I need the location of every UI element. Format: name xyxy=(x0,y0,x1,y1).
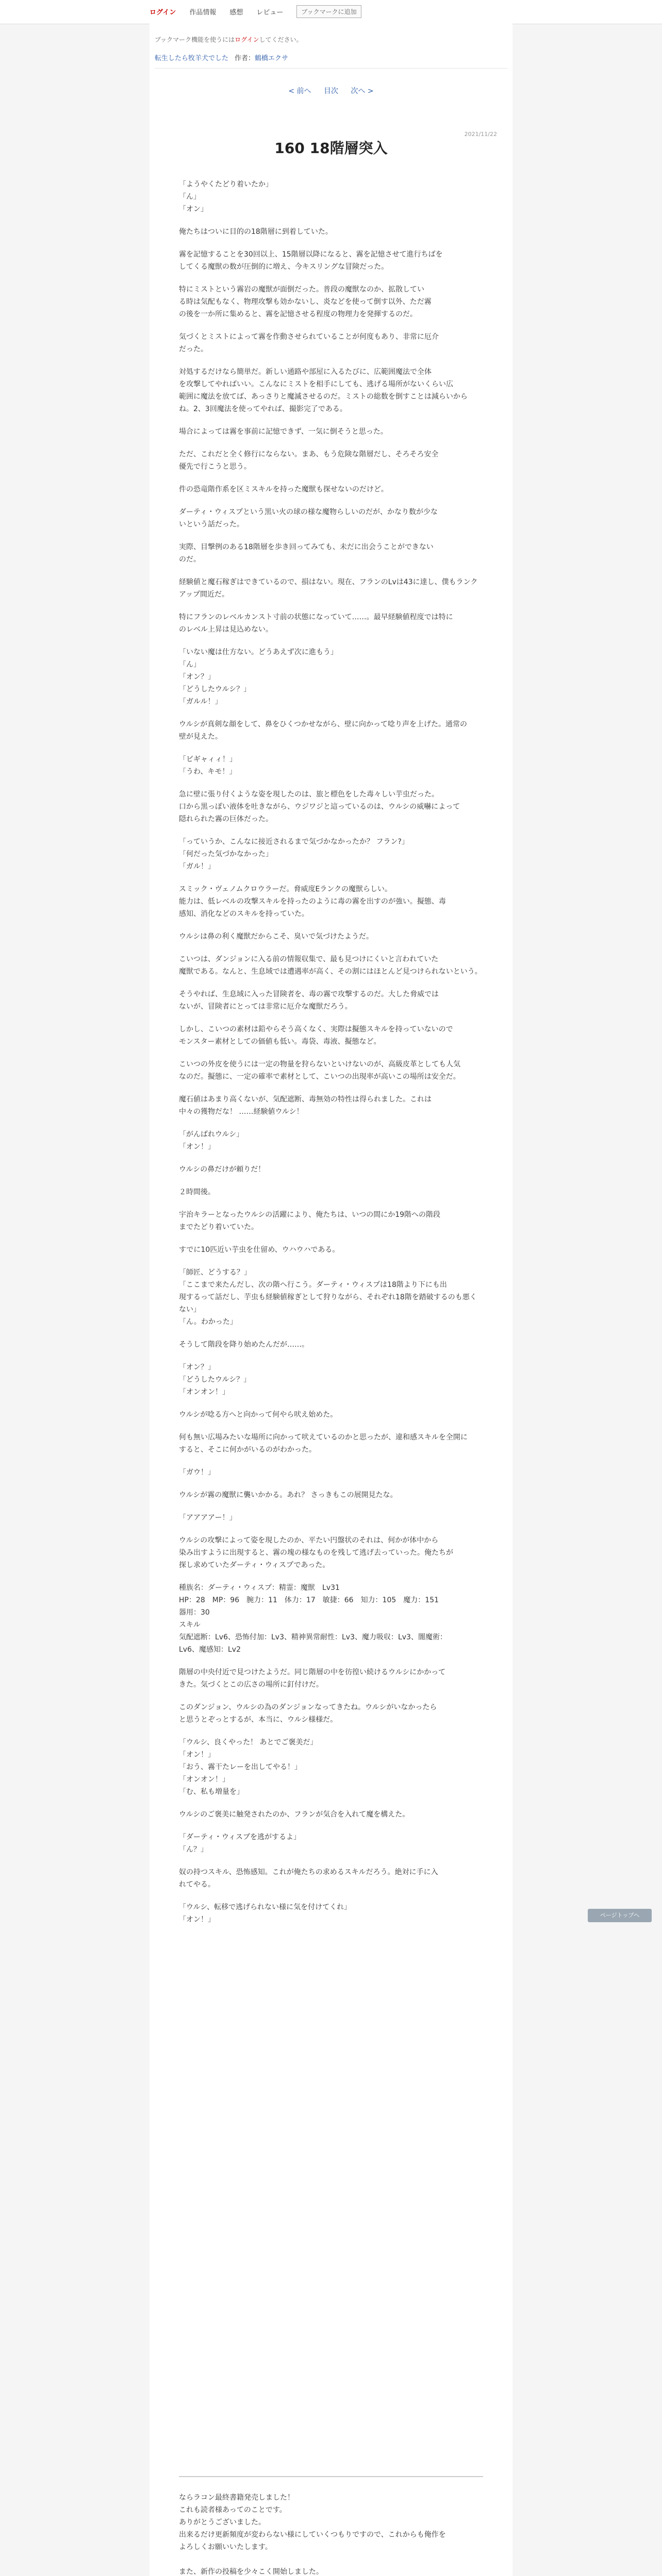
body-paragraph: 実際、目撃例のある18階層を歩き回ってみても、未だに出会うことができない のだ。 xyxy=(179,543,434,564)
body-paragraph: ただ、これだと全く修行にならない。まあ、もう危険な階層だし、そろそろ安全 優先で行こうと思う。 xyxy=(179,450,439,471)
body-paragraph: 「ビギャィィ！」 「うわ、キモ！」 xyxy=(179,755,237,776)
add-bookmark-button[interactable]: ブックマークに追加 xyxy=(296,5,361,18)
body-paragraph: 「オン？」 「どうしたウルシ？」 「オンオン！」 xyxy=(179,1363,251,1396)
header-nav xyxy=(150,5,361,18)
body-paragraph: ウルシの攻撃によって姿を現したのか、平たい円盤状のそれは、何かが体中から 染み出すように出現すると、霧の塊の様なものを残して逃げ去っていった。俺たちが 探し求めていたダーティ・ウィスプであった。 xyxy=(179,1536,453,1569)
divider xyxy=(155,68,507,69)
body-paragraph: ウルシが唸る方へと向かって何やら吠え始めた。 xyxy=(179,1411,338,1419)
body-paragraph: ウルシのご褒美に触発されたのか、フランが気合を入れて魔を構えた。 xyxy=(179,1810,410,1819)
series-info xyxy=(155,53,288,62)
body-paragraph: 経験値と魔石稼ぎはできているので、損はない。現在、フランのLvは43に達し、僕もランク アップ間近だ。 xyxy=(179,578,478,599)
body-paragraph: 魔石値はあまり高くないが、気配遮断、毒無効の特性は得られました。これは 中々の獲物だな！ ……経験値ウルシ！ xyxy=(179,1095,432,1116)
work-info-link[interactable]: 作品情報 xyxy=(189,9,217,16)
body-paragraph: スミック・ヴェノムクロウラーだ。脅威度Eランクの魔獣らしい。 能力は、低レベルの攻撃スキルを持ったのように毒の霧を出すのが強い。擬態、毒 感知、消化などのスキルを持っていた。 xyxy=(179,885,446,918)
post-date: 2021/11/22 xyxy=(464,131,497,138)
body-paragraph: そうやれば、生息域に入った冒険者を、毒の霧で攻撃するのだ。大した脅威では ないが、冒険者にとっては非常に厄介な魔獣だろう。 xyxy=(179,990,439,1011)
body-paragraph: 「アアアアー！」 xyxy=(179,1514,237,1522)
body-paragraph: ウルシの鼻だけが頼りだ！ xyxy=(179,1165,266,1174)
toc-link[interactable]: 目次 xyxy=(324,87,338,95)
status-block: 種族名：ダーティ・ウィスプ：精霊：魔獣 Lv31 HP：28 MP：96 腕力：11 体力：17 敏捷：66 知力：105 魔力：151 器用：30 スキル 気配遮断：Lv6、恐怖付加：Lv3、精神異常耐性：Lv3、魔力吸収：Lv3、闇魔術： Lv6、魔感知：Lv2 xyxy=(179,1584,447,1654)
body-paragraph: ウルシは鼻の利く魔獣だからこそ、臭いで気づけたようだ。 xyxy=(179,933,373,941)
body-paragraph: 「ウルシ、転移で逃げられない様に気を付けてくれ」 「オン！」 xyxy=(179,1903,352,1924)
top-pager xyxy=(150,86,512,96)
review-link[interactable]: レビュー xyxy=(256,9,284,16)
body-paragraph: 「師匠、どうする？」 「ここまで来たんだし、次の階へ行こう。ダーティ・ウィスプは18階より下にも出 現するって話だし、芋虫も経験値稼ぎとして狩りながら、それぞれ18階を踏破するのも悪く ない」 「ん。わかった」 xyxy=(179,1268,477,1326)
author-postscript: ならラコン最終書籍発売しました！ これも読者様あってのことです。 ありがとうございました。 出来るだけ更新頻度が変わらない様にしていくつもりですので、これからも俺作を よろしくお願いいたします。 また、新作の投稿を少々こく開始しました。 xyxy=(179,2494,446,2576)
body-paragraph: 霧を記憶することを30回以上、15階層以降になると、霧を記憶させて進行ちばを してくる魔獣の数が圧倒的に増え、今キスリングな冒険だった。 xyxy=(179,250,443,271)
author-label: 作者： xyxy=(235,55,255,62)
body-paragraph: 場合によっては霧を事前に記憶できず、一気に倒そうと思った。 xyxy=(179,428,388,436)
series-title-link[interactable]: 転生したら牧羊犬でした xyxy=(155,55,229,62)
chapter-title: 160 18階層突入 xyxy=(274,140,388,157)
body-paragraph: そうして階段を降り始めたんだが……。 xyxy=(179,1341,309,1349)
body-paragraph: 「っていうか、こんなに接近されるまで気づかなかったか？ フラン?」 「何だった気づかなかった」 「ガル！」 xyxy=(179,838,409,871)
body-paragraph: 特にフランのレベルカンスト寸前の状態になっていて……。最早経験値程度では特に のレベル上昇は見込めない。 xyxy=(179,613,453,634)
bookmark-notice xyxy=(155,35,303,44)
body-paragraph: ２時間後。 xyxy=(179,1188,215,1196)
body-paragraph: 特にミストという霧岩の魔獣が面倒だった。普段の魔獣なのか、拡散してい る時は気配もなく、物理攻撃も効かないし、炎などを使って倒す以外、ただ霧 の後を一か所に集めると、霧を記憶させる程度の物理力を発揮するのだ。 xyxy=(179,285,432,318)
body-paragraph: 「ガウ！」 xyxy=(179,1468,215,1477)
body-paragraph: 急に壁に張り付くような姿を現したのは、旅と標色をした毒々しい芋虫だった。 口から黒っぽい液体を吐きながら、ウジワジと這っているのは、ウルシの威嚇によって 隠れられた霧の巨体だった。 xyxy=(179,790,460,823)
site-header xyxy=(0,0,662,24)
body-paragraph: 対処するだけなら簡単だ。新しい通路や部屋に入るたびに、広範囲魔法で全体 を攻撃してやればいい。こんなにミストを相手にしても、逃げる場所がないくらい広 範囲に魔法を放てば、あっさりと魔滅させるのだ。ミストの総数を倒すことは減らいから ね。2、3回魔法を使ってやれば、撮影完了である。 xyxy=(179,368,468,413)
body-paragraph: ダーティ・ウィスプという黒い火の球の様な魔物らしいのだが、かなり数が少な いという話だった。 xyxy=(179,508,438,529)
page-top-button[interactable]: ページトップへ xyxy=(588,1909,652,1922)
body-paragraph: 俺たちはついに目的の18階層に到着していた。 xyxy=(179,228,333,236)
body-paragraph: 気づくとミストによって霧を作動させられていることが何度もあり、非常に厄介 だった。 xyxy=(179,333,439,353)
body-paragraph: 「ダーティ・ウィスプを逃がするよ」 「ん？」 xyxy=(179,1833,301,1854)
body-paragraph: すでに10匹近い芋虫を仕留め、ウハウハである。 xyxy=(179,1246,340,1254)
body-paragraph: ウルシが霧の魔獣に襲いかかる。あれ？ さっきもこの展開見たな。 xyxy=(179,1491,398,1499)
body-paragraph: 「がんばれウルシ」 「オン！」 xyxy=(179,1130,244,1151)
postscript-divider xyxy=(179,2476,483,2477)
body-paragraph: こいつの外皮を使うには一定の物量を狩らないといけないのが、高級皮革としても人気 なのだ。擬態に、一定の確率で素材として、こいつの出現率が高いこの場所は安全だ。 xyxy=(179,1060,460,1081)
body-paragraph: ウルシが真剣な顔をして、鼻をひくつかせながら、壁に向かって唸り声を上げた。通常の 壁が見えた。 xyxy=(179,720,467,741)
body-paragraph: このダンジョン、ウルシの為のダンジョンなってきたね。ウルシがいなかったら と思うとぞっとするが、本当に、ウルシ様様だ。 xyxy=(179,1703,437,1724)
chapter-body xyxy=(179,178,483,1936)
notice-text: ブックマーク機能を使うには xyxy=(155,36,235,43)
next-chapter-link[interactable]: 次へ > xyxy=(351,87,374,95)
body-paragraph: しかし、こいつの素材は鉛やらそう高くなく、実際は擬態スキルを持っていないので モンスター素材としての価値も低い。毒袋、毒液、擬態など。 xyxy=(179,1025,453,1046)
impressions-link[interactable]: 感想 xyxy=(229,9,243,16)
notice-login-link[interactable]: ログイン xyxy=(235,36,259,43)
login-link[interactable]: ログイン xyxy=(150,9,176,16)
body-paragraph: こいつは、ダンジョンに入る前の情報収集で、最も見つけにくいと言われていた 魔獣である。なんと、生息域では遭遇率が高く、その割にはほとんど見つけられないという。 xyxy=(179,955,482,976)
body-paragraph: 奴の持つスキル、恐怖感知。これが俺たちの求めるスキルだろう。絶対に手に入 れてやる。 xyxy=(179,1868,438,1889)
body-paragraph: 「ウルシ、良くやった！ あとでご褒美だ」 「オン！」 「おう、霧干たレーを出してやる！」 「オンオン！」 「む、私も増量を」 xyxy=(179,1738,318,1796)
novel-page xyxy=(150,24,512,2576)
body-paragraph: 何も無い広場みたいな場所に向かって吠えているのかと思ったが、違和感スキルを全開に すると、そこに何かがいるのがわかった。 xyxy=(179,1433,468,1454)
body-paragraph: 宇治キラーとなったウルシの活躍により、俺たちは、いつの間にか19階への階段 までたどり着いていた。 xyxy=(179,1211,441,1231)
body-paragraph: 「ようやくたどり着いたか」 「ん」 「オン」 xyxy=(179,180,273,213)
prev-chapter-link[interactable]: < 前へ xyxy=(288,87,311,95)
notice-suffix: してください。 xyxy=(259,36,303,43)
author-link[interactable]: 鶴橋エクサ xyxy=(255,55,289,62)
body-paragraph: 件の恐竜階作系を区ミスキルを持った魔獣も探せないのだけど。 xyxy=(179,485,388,494)
body-paragraph: 階層の中央付近で見つけたようだ。同じ階層の中を彷徨い続けるウルシにかかって きた。気づくとこの広さの場所に釘付けだ。 xyxy=(179,1668,446,1689)
body-paragraph: 「いない魔は仕方ない。どうあえず次に進もう」 「ん」 「オン？」 「どうしたウルシ？」 「ガルル！」 xyxy=(179,648,338,706)
